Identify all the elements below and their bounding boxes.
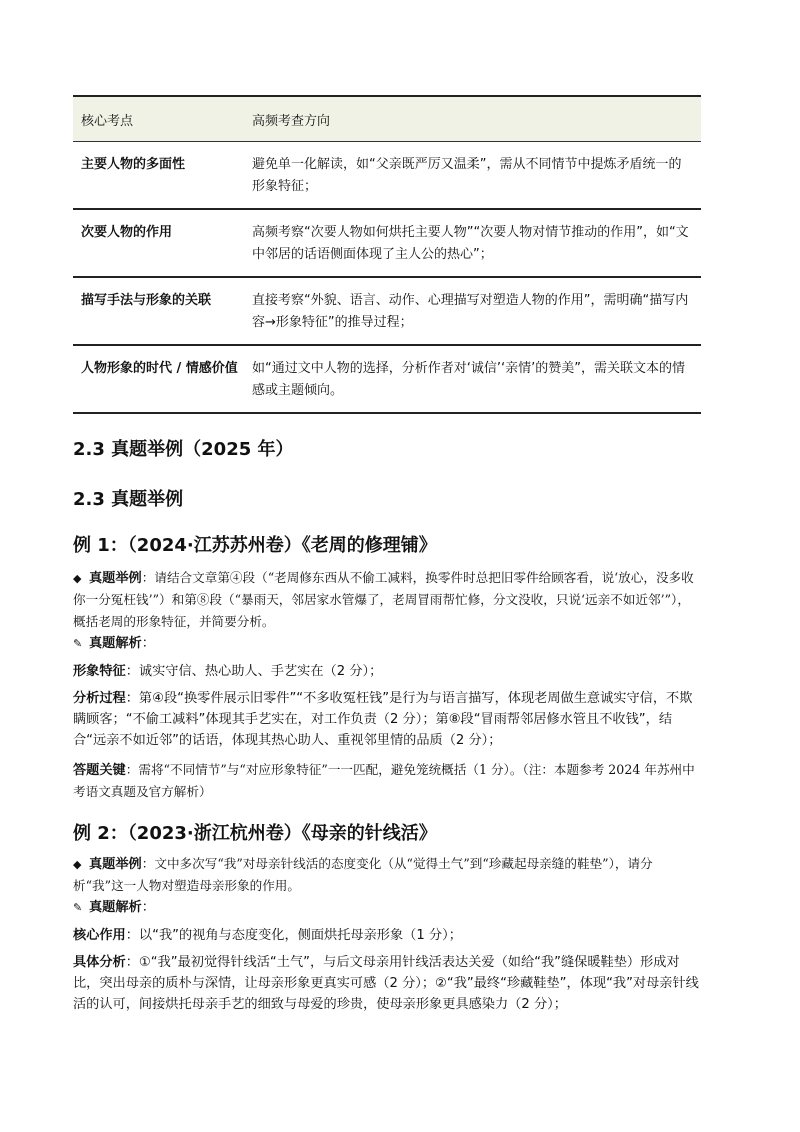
- table-row: [73, 345, 701, 413]
- example-title: 例 2：（2023·浙江杭州卷）《母亲的针线活》: [73, 823, 437, 844]
- process-label: 分析过程: [73, 691, 126, 706]
- table-cell-point: 次要人物的作用: [81, 225, 173, 240]
- section-heading: 2.3 真题举例（2025 年）: [73, 439, 294, 460]
- detail-text: ：①“我”最初觉得针线活“土气”，与后文母亲用针线活表达关爱（如给“我”缝保暖鞋垫）形成对比，突出母亲的质朴与深情，让母亲形象更真实可感（2 分）；②“我”最终“珍藏鞋垫”，体现“我”对母亲针线活的认可，间接烘托母亲手艺的细致与母爱的珍贵，使母亲形象更具感染力（2 分）；: [73, 955, 699, 1012]
- process-text: ：第④段“换零件展示旧零件”“不多收冤枉钱”是行为与语言描写，体现老周做生意诚实守信，不欺瞒顾客；“不偷工减料”体现其手艺实在，对工作负责（2 分）；第⑧段“冒雨帮邻居修水管且不收钱”，结合“远亲不如近邻”的话语，体现其热心助人、重视邻里情的品质（2 分）；: [73, 691, 693, 748]
- section-heading: 2.3 真题举例: [73, 489, 184, 510]
- document-page: [73, 95, 701, 1012]
- example-question: [73, 853, 701, 897]
- diamond-icon: ◆: [73, 858, 82, 871]
- answer-label: 真题解析: [89, 900, 142, 915]
- trait-label: 形象特征: [73, 664, 126, 679]
- table-row: [73, 142, 701, 210]
- table-cell-point: 描写手法与形象的关联: [81, 293, 212, 308]
- answer-heading: [73, 897, 701, 918]
- table-row: [73, 209, 701, 277]
- trait-text: ：诚实守信、热心助人、手艺实在（2 分）；: [125, 664, 383, 679]
- detail-paragraph: [73, 952, 701, 1015]
- example-title: 例 1：（2024·江苏苏州卷）《老周的修理铺》: [73, 535, 437, 556]
- answer-heading: [73, 633, 701, 654]
- key-paragraph: [73, 759, 701, 803]
- answer-colon: ：: [141, 636, 155, 651]
- detail-label: 具体分析: [73, 955, 126, 970]
- core-label: 核心作用: [73, 928, 126, 943]
- process-paragraph: [73, 688, 701, 751]
- answer-colon: ：: [141, 900, 155, 915]
- pencil-icon: ✎: [73, 901, 83, 914]
- core-text: ：以“我”的视角与态度变化，侧面烘托母亲形象（1 分）；: [125, 928, 462, 943]
- table-header-direction: 高频考查方向: [252, 113, 331, 129]
- question-text: ：请结合文章第④段（“老周修东西从不偷工减料，换零件时总把旧零件给顾客看，说‘放心，没多收你一分冤枉钱’”）和第⑧段（“暴雨天，邻居家水管爆了，老周冒雨帮忙修，分文没收，只说‘远亲不如近邻’”），概括老周的形象特征，并简要分析。: [73, 570, 694, 629]
- table-cell-point: 主要人物的多面性: [81, 157, 186, 172]
- key-text: ：需将“不同情节”与“对应形象特征”一一匹配，避免笼统概括（1 分）。（注：本题参考 2024 年苏州中考语文真题及官方解析）: [73, 762, 695, 799]
- answer-label: 真题解析: [89, 636, 142, 651]
- key-label: 答题关键: [73, 763, 126, 778]
- table-cell-direction: 如“通过文中人物的选择，分析作者对‘诚信’‘亲情’的赞美”，需关联文本的情感或主题倾向。: [252, 361, 685, 398]
- example-question: [73, 567, 701, 633]
- key-points-table: [73, 95, 701, 414]
- table-row: [73, 277, 701, 345]
- question-text: ：文中多次写“我”对母亲针线活的态度变化（从“觉得土气”到“珍藏起母亲缝的鞋垫”），请分析“我”这一人物对塑造母亲形象的作用。: [73, 856, 653, 893]
- core-paragraph: [73, 925, 701, 946]
- table-cell-direction: 避免单一化解读，如“父亲既严厉又温柔”，需从不同情节中提炼矛盾统一的形象特征；: [252, 157, 682, 194]
- diamond-icon: ◆: [73, 572, 82, 585]
- table-header-point: 核心考点: [81, 113, 134, 129]
- table-cell-point: 人物形象的时代 / 情感价值: [81, 361, 238, 376]
- trait-paragraph: [73, 661, 701, 682]
- question-label: 真题举例: [89, 857, 142, 872]
- table-cell-direction: 高频考察“次要人物如何烘托主要人物”“次要人物对情节推动的作用”，如“文中邻居的话语侧面体现了主人公的热心”；: [252, 225, 689, 262]
- question-label: 真题举例: [89, 571, 142, 586]
- table-cell-direction: 直接考察“外貌、语言、动作、心理描写对塑造人物的作用”，需明确“描写内容→形象特征”的推导过程；: [252, 293, 689, 330]
- pencil-icon: ✎: [73, 637, 83, 650]
- table-header-row: [73, 96, 701, 142]
